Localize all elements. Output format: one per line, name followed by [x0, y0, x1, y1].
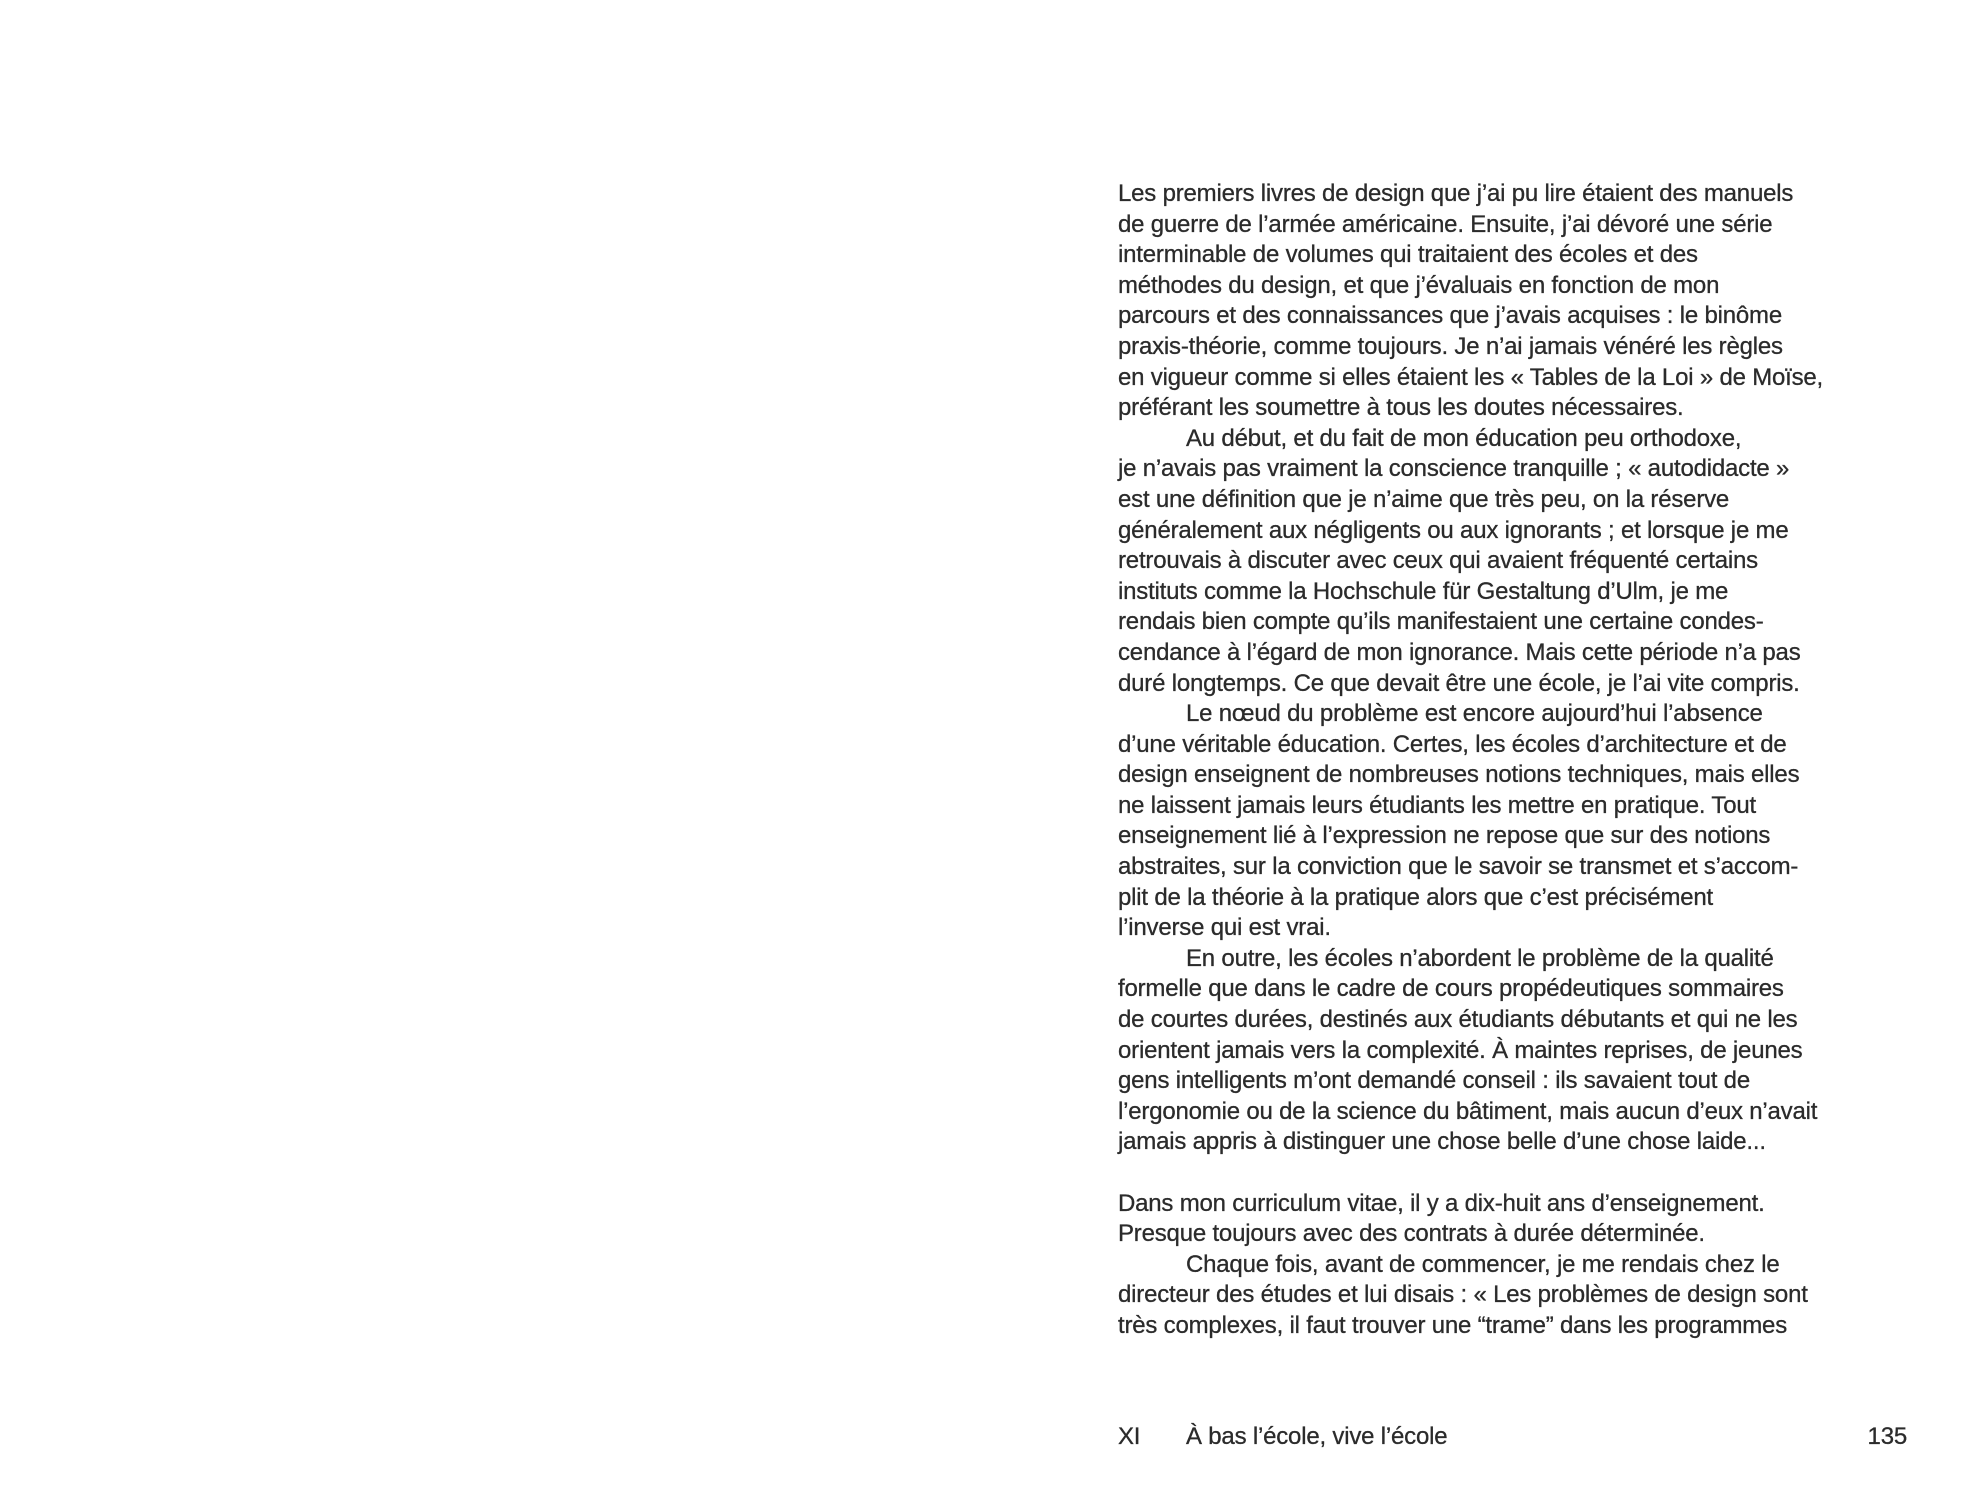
text-line: en vigueur comme si elles étaient les « Tables de la Loi » de Moïse,	[1118, 363, 1824, 391]
text-line: d’une véritable éducation. Certes, les écoles d’architecture et de	[1118, 730, 1787, 758]
text-line: Les premiers livres de design que j’ai pu lire étaient des manuels	[1118, 180, 1794, 207]
text-line: de guerre de l’armée américaine. Ensuite, j’ai dévoré une série	[1118, 210, 1773, 238]
text-line: méthodes du design, et que j’évaluais en fonction de mon	[1118, 271, 1720, 299]
paragraph	[1118, 699, 1928, 944]
text-line: Chaque fois, avant de commencer, je me rendais chez le	[1186, 1250, 1780, 1278]
paragraph	[1118, 1250, 1928, 1342]
text-line: Au début, et du fait de mon éducation peu orthodoxe,	[1186, 424, 1742, 452]
text-line: de courtes durées, destinés aux étudiants débutants et qui ne les	[1118, 1006, 1798, 1034]
chapter-title: À bas l’école, vive l’école	[1186, 1423, 1448, 1450]
paragraph	[1118, 179, 1928, 424]
text-line: cendance à l’égard de mon ignorance. Mais cette période n’a pas	[1118, 638, 1801, 666]
text-line: directeur des études et lui disais : « Les problèmes de design sont	[1118, 1281, 1808, 1309]
text-line: préférant les soumettre à tous les doutes nécessaires.	[1118, 394, 1684, 422]
text-line: retrouvais à discuter avec ceux qui avaient fréquenté certains	[1118, 547, 1758, 575]
text-line: duré longtemps. Ce que devait être une école, je l’ai vite compris.	[1118, 669, 1800, 697]
body-text	[1118, 179, 1928, 1342]
paragraph	[1118, 424, 1928, 699]
text-line: gens intelligents m’ont demandé conseil : ils savaient tout de	[1118, 1067, 1750, 1095]
text-line: Presque toujours avec des contrats à durée déterminée.	[1118, 1220, 1705, 1248]
text-line: Dans mon curriculum vitae, il y a dix-huit ans d’enseignement.	[1118, 1189, 1765, 1217]
text-line: En outre, les écoles n’abordent le problème de la qualité	[1186, 944, 1774, 972]
text-line: design enseignent de nombreuses notions techniques, mais elles	[1118, 761, 1800, 789]
paragraph	[1118, 1189, 1928, 1250]
text-line: je n’avais pas vraiment la conscience tranquille ; « autodidacte »	[1118, 455, 1790, 483]
text-line: généralement aux négligents ou aux ignorants ; et lorsque je me	[1118, 516, 1789, 544]
text-line: plit de la théorie à la pratique alors que c’est précisément	[1118, 883, 1714, 911]
text-line: praxis-théorie, comme toujours. Je n’ai jamais vénéré les règles	[1118, 332, 1783, 360]
text-line: est une définition que je n’aime que très peu, on la réserve	[1118, 485, 1730, 513]
text-line: Le nœud du problème est encore aujourd’hui l’absence	[1186, 700, 1763, 728]
text-line: l’ergonomie ou de la science du bâtiment, mais aucun d’eux n’avait	[1118, 1097, 1818, 1125]
chapter-number: XI	[1118, 1423, 1141, 1450]
text-line: parcours et des connaissances que j’avais acquises : le binôme	[1118, 302, 1782, 330]
text-line: instituts comme la Hochschule für Gestaltung d’Ulm, je me	[1118, 577, 1729, 605]
text-line: abstraites, sur la conviction que le savoir se transmet et s’accom-	[1118, 853, 1799, 881]
paragraph	[1118, 944, 1928, 1158]
text-line: orientent jamais vers la complexité. À maintes reprises, de jeunes	[1118, 1036, 1803, 1064]
page-number: 135	[1867, 1423, 1907, 1450]
text-line: jamais appris à distinguer une chose belle d’une chose laide...	[1118, 1128, 1766, 1156]
text-line: ne laissent jamais leurs étudiants les mettre en pratique. Tout	[1118, 791, 1756, 819]
page-footer	[1118, 1422, 1907, 1453]
text-line: interminable de volumes qui traitaient des écoles et des	[1118, 241, 1698, 269]
text-line: l’inverse qui est vrai.	[1118, 914, 1331, 942]
text-line: très complexes, il faut trouver une “trame” dans les programmes	[1118, 1311, 1787, 1339]
text-line: formelle que dans le cadre de cours propédeutiques sommaires	[1118, 975, 1784, 1003]
text-line: rendais bien compte qu’ils manifestaient une certaine condes-	[1118, 608, 1764, 636]
text-line: enseignement lié à l’expression ne repose que sur des notions	[1118, 822, 1771, 850]
